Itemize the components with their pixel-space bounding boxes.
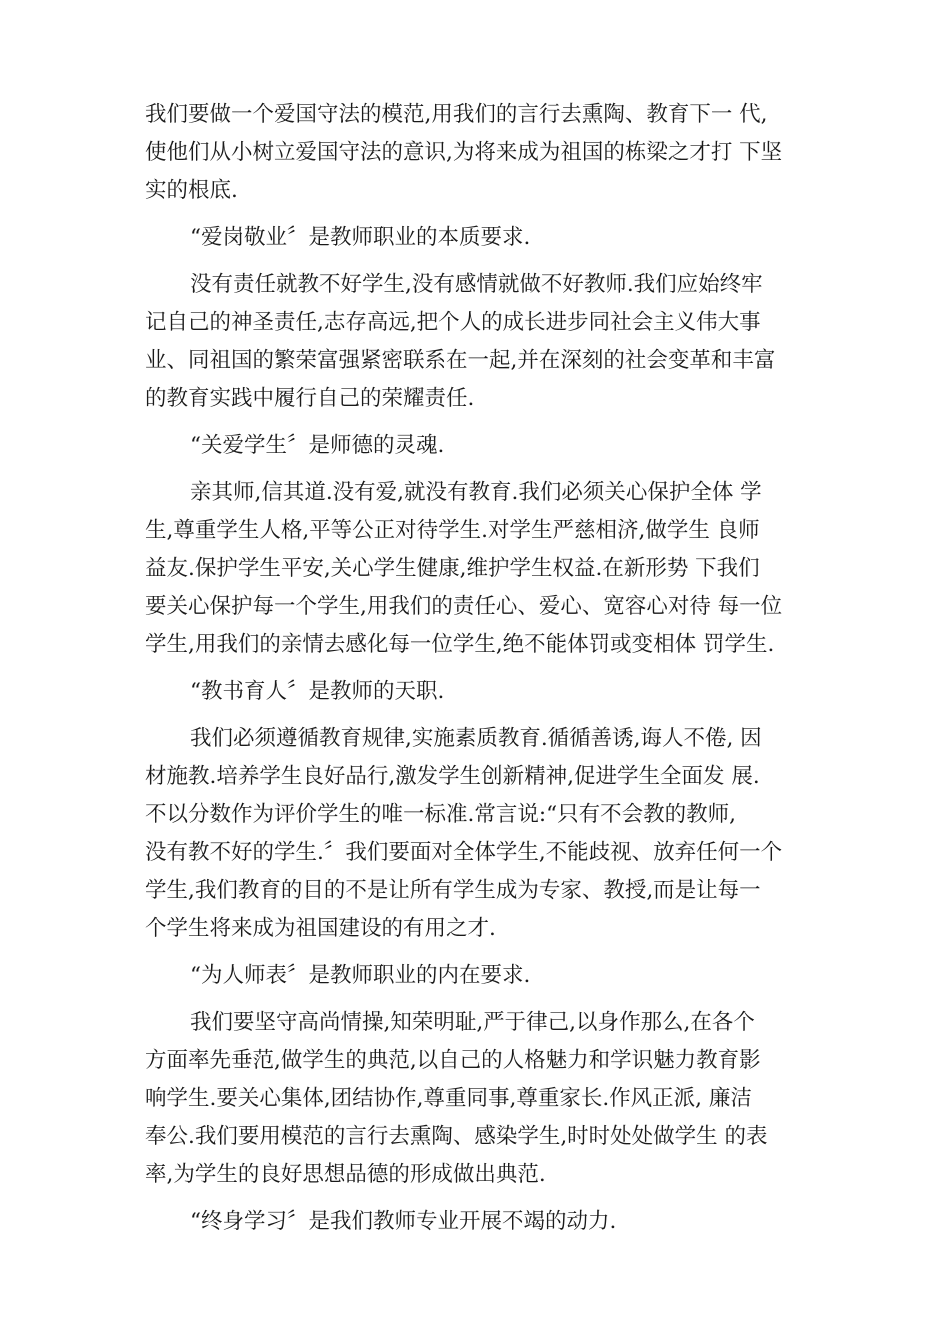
paragraph-line: 学生,用我们的亲情去感化每一位学生,绝不能体罚或变相体 罚学生. [145,632,775,657]
paragraph-line: 使他们从小树立爱国守法的意识,为将来成为祖国的栋梁之才打 下坚 [145,140,783,165]
paragraph-line: 我们必须遵循教育规律,实施素质教育.循循善诱,诲人不倦, 因 [190,726,762,751]
paragraph-line: 个学生将来成为祖国建设的有用之才. [145,916,496,941]
paragraph-line: 没有责任就教不好学生,没有感情就做不好教师.我们应始终牢 [190,272,763,297]
paragraph-line: 的教育实践中履行自己的荣耀责任. [145,386,475,411]
section-heading: “教书育人〞是教师的天职. [190,679,445,704]
section-heading: “终身学习〞是我们教师专业开展不竭的动力. [190,1209,617,1234]
paragraph-line: 实的根底. [145,178,238,203]
paragraph-line: 响学生.要关心集体,团结协作,尊重同事,尊重家长.作风正派, 廉洁 [145,1086,752,1111]
section-heading: “为人师表〞是教师职业的内在要求. [190,963,531,988]
paragraph-line: 我们要坚守高尚情操,知荣明耻,严于律己,以身作那么,在各个 [190,1010,755,1035]
section-heading: “爱岗敬业〞是教师职业的本质要求. [190,225,531,250]
section-heading: “关爱学生〞是师德的灵魂. [190,433,445,458]
paragraph-line: 亲其师,信其道.没有爱,就没有教育.我们必须关心保护全体 学 [190,480,762,505]
paragraph-line: 不以分数作为评价学生的唯一标准.常言说:“只有不会教的教师, [145,802,736,827]
document-body [145,96,825,1241]
paragraph-line: 业、同祖国的繁荣富强紧密联系在一起,并在深刻的社会变革和丰富 [145,348,776,373]
paragraph-line: 材施教.培养学生良好品行,激发学生创新精神,促进学生全面发 展. [145,764,760,789]
paragraph-line: 要关心保护每一个学生,用我们的责任心、爱心、宽容心对待 每一位 [145,594,783,619]
paragraph-line: 生,尊重学生人格,平等公正对待学生.对学生严慈相济,做学生 良师 [145,518,760,543]
paragraph-line: 学生,我们教育的目的不是让所有学生成为专家、教授,而是让每一 [145,878,761,903]
paragraph-line: 率,为学生的良好思想品德的形成做出典范. [145,1162,546,1187]
paragraph-line: 方面率先垂范,做学生的典范,以自己的人格魅力和学识魅力教育影 [145,1048,761,1073]
paragraph-line: 奉公.我们要用模范的言行去熏陶、感染学生,时时处处做学生 的表 [145,1124,768,1149]
paragraph-line: 记自己的神圣责任,志存高远,把个人的成长进步同社会主义伟大事 [145,310,761,335]
paragraph-line: 益友.保护学生平安,关心学生健康,维护学生权益.在新形势 下我们 [145,556,760,581]
paragraph-line: 没有教不好的学生.〞我们要面对全体学生,不能歧视、放弃任何一个 [145,840,783,865]
paragraph-line: 我们要做一个爱国守法的模范,用我们的言行去熏陶、教育下一 代, [145,102,768,127]
